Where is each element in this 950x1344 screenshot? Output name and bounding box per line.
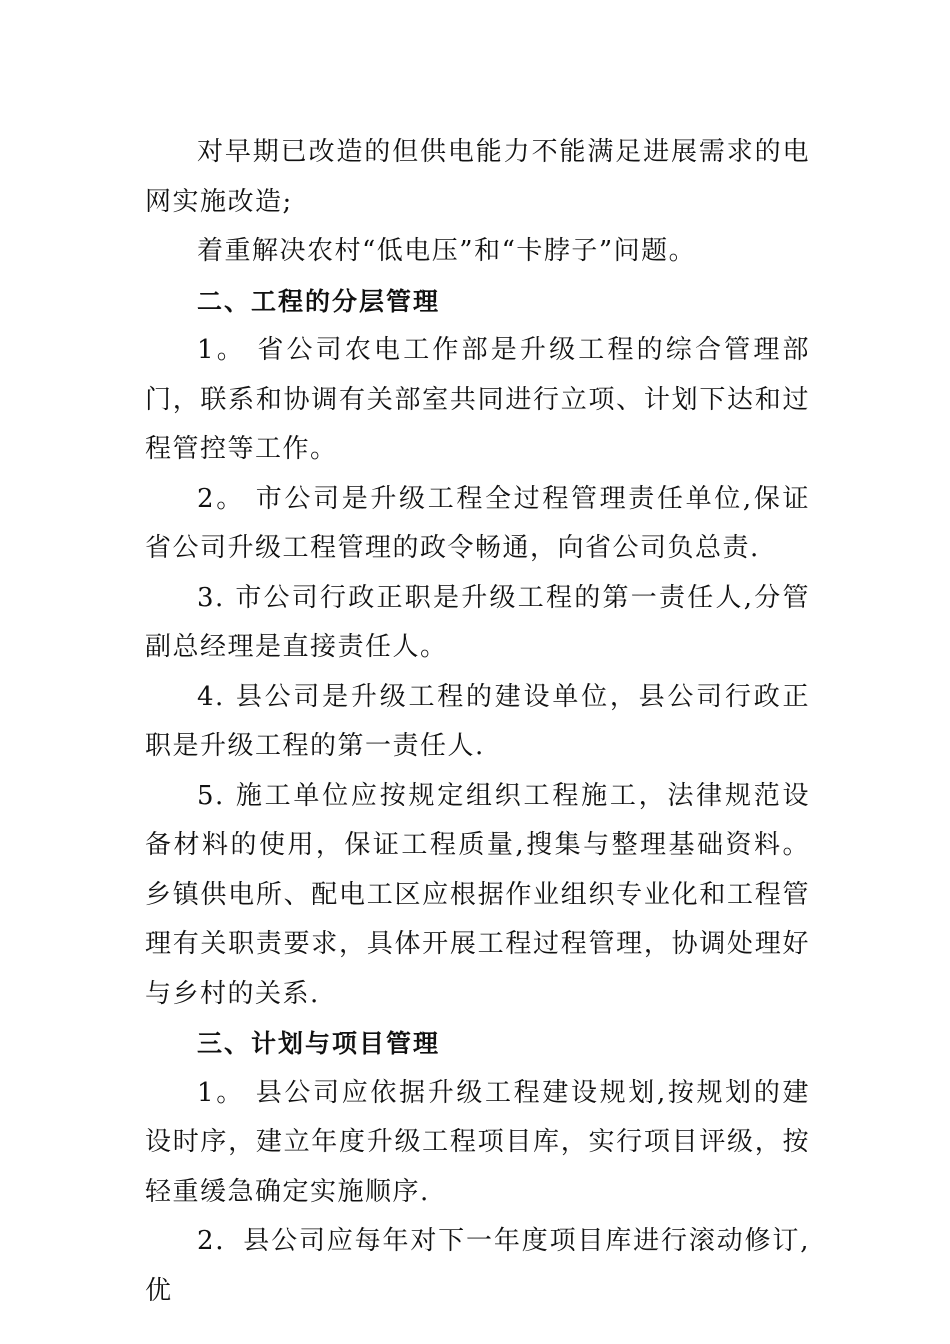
paragraph-item-5-construction: 5. 施工单位应按规定组织工程施工，法律规范设备材料的使用，保证工程质量,搜集与整理基础资料。乡镇供电所、配电工区应根据作业组织专业化和工程管理有关职责要求，具体开展工程过程管理，协调处理好与乡村的关系. bbox=[145, 780, 810, 1009]
section-heading-plan-project: 三、计划与项目管理 bbox=[197, 1029, 441, 1058]
paragraph-item-2-city: 2。 市公司是升级工程全过程管理责任单位,保证省公司升级工程管理的政令畅通，向省公司负总责. bbox=[145, 483, 810, 563]
paragraph-item-4-county: 4. 县公司是升级工程的建设单位，县公司行政正职是升级工程的第一责任人. bbox=[145, 681, 810, 761]
paragraph-plan-item-2: 2．县公司应每年对下一年度项目库进行滚动修订,优 bbox=[145, 1226, 810, 1306]
paragraph-plan-item-1: 1。 县公司应依据升级工程建设规划,按规划的建设时序，建立年度升级工程项目库，实行项目评级，按轻重缓急确定实施顺序. bbox=[145, 1077, 810, 1207]
section-heading-layered-management: 二、工程的分层管理 bbox=[197, 286, 441, 316]
document-body bbox=[145, 128, 810, 1316]
paragraph-low-voltage: 着重解决农村“低电压”和“卡脖子”问题。 bbox=[197, 236, 697, 266]
paragraph-item-3-city-leader: 3. 市公司行政正职是升级工程的第一责任人,分管副总经理是直接责任人。 bbox=[145, 582, 810, 662]
paragraph-item-1-provincial: 1。 省公司农电工作部是升级工程的综合管理部门，联系和协调有关部室共同进行立项、计划下达和过程管控等工作。 bbox=[145, 335, 810, 464]
paragraph-grid-renovation: 对早期已改造的但供电能力不能满足进展需求的电网实施改造; bbox=[145, 137, 810, 217]
